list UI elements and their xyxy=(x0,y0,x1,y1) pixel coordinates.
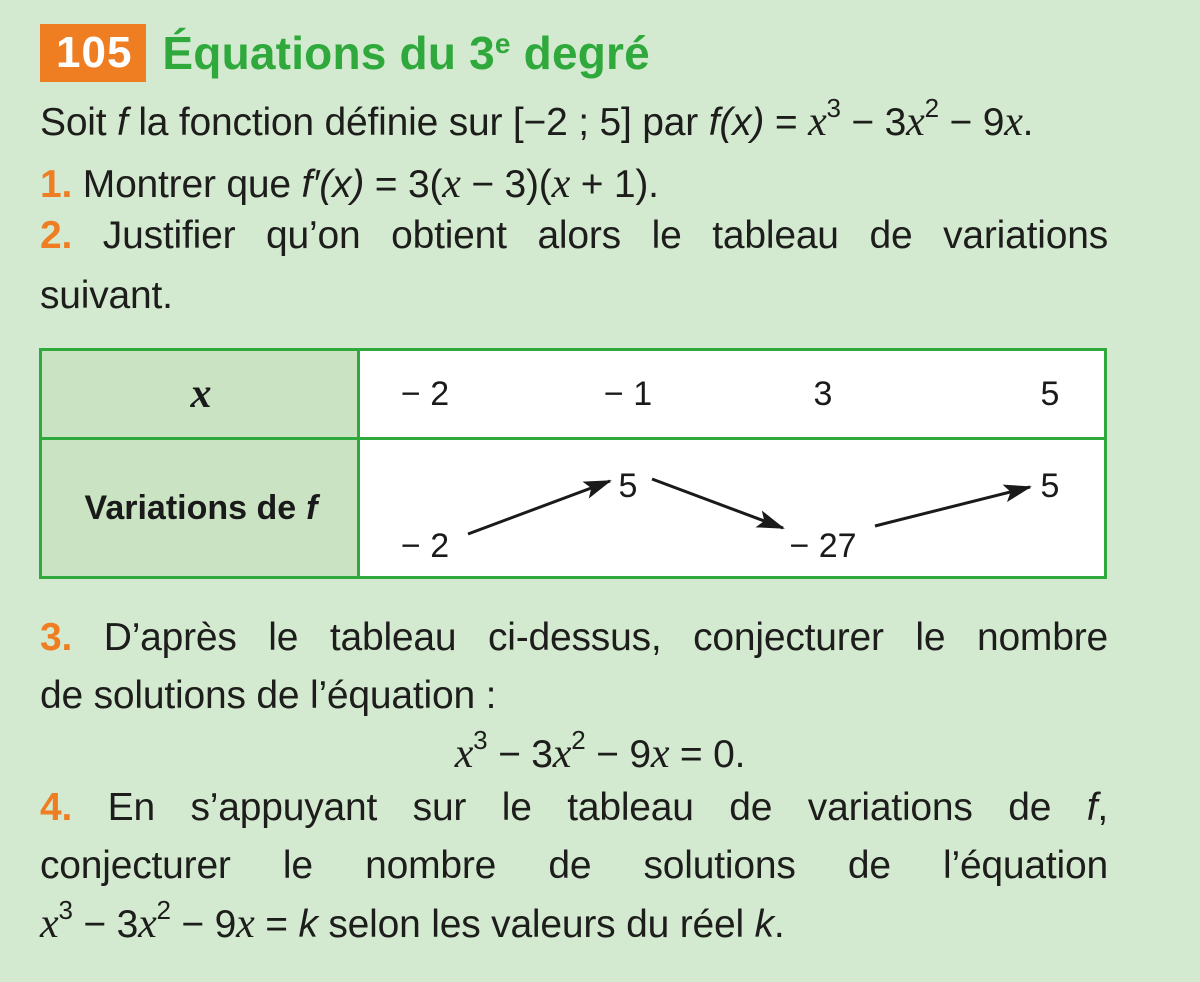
question-4-line-3: $x^3 - 3x^2 - 9x = k$ selon les valeurs du réel k. xyxy=(40,895,785,947)
f-value-at-minus-1: 5 xyxy=(618,467,638,505)
exercise-number-badge: 105 xyxy=(40,24,146,82)
variation-arrows xyxy=(42,351,1104,576)
question-3-line-2: de solutions de l’équation : xyxy=(40,674,497,717)
increasing-arrow-2 xyxy=(875,487,1030,526)
question-1: 1. Montrer que f′(x) = 3(x − 3)(x + 1). xyxy=(40,161,659,207)
increasing-arrow-1 xyxy=(468,481,610,534)
question-2-line-2: suivant. xyxy=(40,274,173,317)
x-value-minus-1: − 1 xyxy=(603,375,653,413)
f-value-at-3: − 27 xyxy=(789,527,857,565)
question-3-equation: $x^3 - 3x^2 - 9x = 0$. xyxy=(454,725,746,777)
x-value-5: 5 xyxy=(1040,375,1060,413)
x-value-3: 3 xyxy=(813,375,833,413)
exercise-header xyxy=(40,22,650,84)
question-4-line-2: conjecturer le nombre de solutions de l’équation xyxy=(40,844,1108,887)
decreasing-arrow xyxy=(652,479,783,528)
variations-row-label: Variations de f xyxy=(84,488,318,527)
x-value-minus-2: − 2 xyxy=(400,375,450,413)
question-4-line-1: 4. En s’appuyant sur le tableau de variations de f, xyxy=(40,786,1108,829)
variation-table xyxy=(39,348,1107,579)
x-row-label: x xyxy=(190,371,212,417)
question-2-line-1: 2. Justifier qu’on obtient alors le tableau de variations xyxy=(40,214,1108,257)
question-3-line-1: 3. D’après le tableau ci-dessus, conjecturer le nombre xyxy=(40,616,1108,659)
exercise-title: Équations du 3e degré xyxy=(162,27,650,79)
f-value-at-minus-2: − 2 xyxy=(400,527,450,565)
intro-statement: Soit f la fonction définie sur [−2 ; 5] par $f(x) = x^3 - 3x^2 - 9x$. xyxy=(40,93,1034,145)
f-value-at-5: 5 xyxy=(1040,467,1060,505)
